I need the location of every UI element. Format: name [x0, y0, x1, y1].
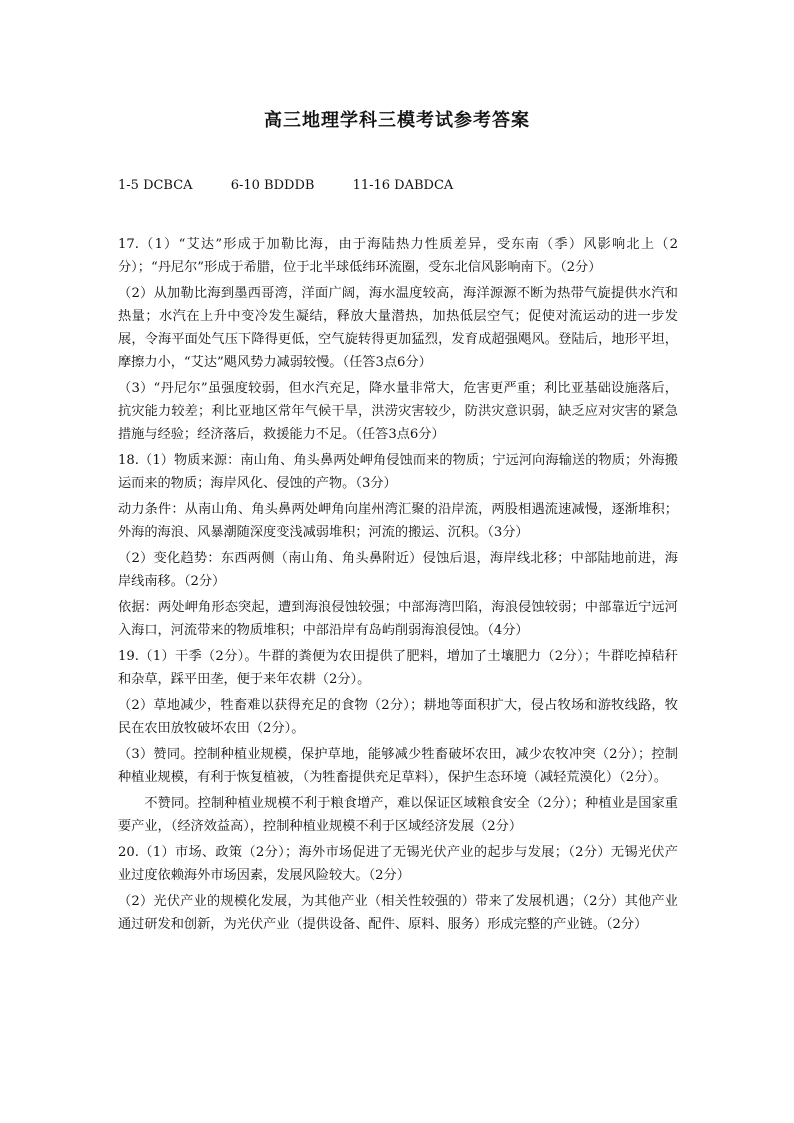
answer-paragraph: 不赞同。控制种植业规模不利于粮食增产，难以保证区域粮食安全（2分）；种植业是国家重要产业，（经济效益高），控制种植业规模不利于区域经济发展（2分） — [118, 796, 678, 834]
answer-paragraph: 动力条件：从南山角、角头鼻两处岬角向崖州湾汇聚的沿岸流，两股相遇流速减慢，逐渐堆积；外海的海浪、风暴潮随深度变浅减弱堆积；河流的搬运、沉积。（3分） — [118, 502, 678, 540]
mc-answer-group: 1-5 DCBCA — [118, 178, 193, 193]
answer-paragraph: （3）“丹尼尔”虽强度较弱，但水汽充足，降水量非常大，危害更严重；利比亚基础设施落后，抗灾能力较差；利比亚地区常年气候干旱，洪涝灾害较少，防洪灾意识弱，缺乏应对灾害的紧急措施与经验；经济落后，救援能力不足。（任答3点6分） — [118, 381, 678, 442]
document-title: 高三地理学科三模考试参考答案 — [264, 110, 530, 131]
multiple-choice-answers — [118, 178, 487, 193]
answer-paragraph: 20.（1）市场、政策（2分）；海外市场促进了无锡光伏产业的起步与发展；（2分）无锡光伏产业过度依赖海外市场因素，发展风险较大。（2分） — [118, 845, 678, 883]
answer-paragraph: 19.（1）干季（2分）。牛群的粪便为农田提供了肥料，增加了土壤肥力（2分）；牛群吃掉秸秆和杂草，踩平田垄，便于来年农耕（2分）。 — [118, 649, 678, 687]
mc-answer-group: 11-16 DABDCA — [352, 178, 454, 193]
answer-paragraph: （2）光伏产业的规模化发展，为其他产业（相关性较强的）带来了发展机遇；（2分）其他产业通过研发和创新，为光伏产业（提供设备、配件、原料、服务）形成完整的产业链。（2分） — [118, 894, 678, 932]
answer-paragraph: （2）变化趋势：东西两侧（南山角、角头鼻附近）侵蚀后退，海岸线北移；中部陆地前进，海岸线南移。（2分） — [118, 551, 678, 589]
answer-paragraph: （3）赞同。控制种植业规模，保护草地，能够减少牲畜破坏农田，减少农牧冲突（2分）；控制种植业规模，有利于恢复植被，（为牲畜提供充足草料），保护生态环境（减轻荒漠化）（2分）。 — [118, 747, 678, 785]
answer-paragraph: 17.（1）“艾达”形成于加勒比海，由于海陆热力性质差异，受东南（季）风影响北上（2分）；“丹尼尔”形成于希腊，位于北半球低纬环流圈，受东北信风影响南下。（2分） — [118, 237, 678, 275]
answer-paragraph: （2）从加勒比海到墨西哥湾，洋面广阔，海水温度较高，海洋源源不断为热带气旋提供水汽和热量；水汽在上升中变冷发生凝结，释放大量潜热，加热低层空气；促使对流运动的进一步发展，令海平面处气压下降得更低，空气旋转得更加猛烈，发育成超强飓风。登陆后，地形平坦，摩擦力小，“艾达”飓风势力减弱较慢。（任答3点6分） — [118, 286, 678, 370]
answer-body — [118, 233, 678, 939]
answer-paragraph: 18.（1）物质来源：南山角、角头鼻两处岬角侵蚀而来的物质；宁远河向海输送的物质；外海搬运而来的物质；海岸风化、侵蚀的产物。（3分） — [118, 453, 678, 491]
answer-paragraph: （2）草地减少，牲畜难以获得充足的食物（2分）；耕地等面积扩大，侵占牧场和游牧线路，牧民在农田放牧破坏农田（2分）。 — [118, 698, 678, 736]
answer-paragraph: 依据：两处岬角形态突起，遭到海浪侵蚀较强；中部海湾凹陷，海浪侵蚀较弱；中部靠近宁远河入海口，河流带来的物质堆积；中部沿岸有岛屿削弱海浪侵蚀。（4分） — [118, 600, 678, 638]
mc-answer-group: 6-10 BDDDB — [230, 178, 315, 193]
